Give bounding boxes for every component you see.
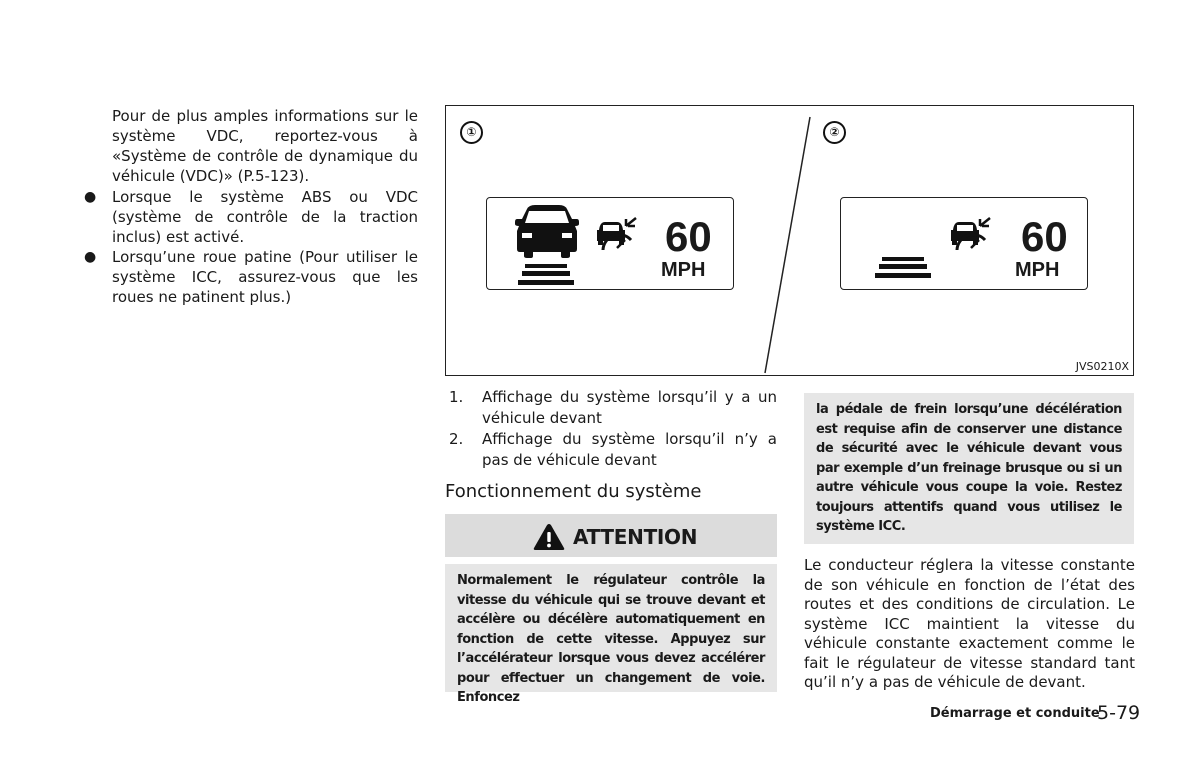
display-panel-vehicle-ahead xyxy=(486,197,734,290)
figure-code: JVS0210X xyxy=(1075,360,1129,373)
bullet-text: Lorsqu’une roue patine (Pour utiliser le système ICC, assurez-vous que les roues ne patinent plus.) xyxy=(112,248,418,306)
caption-number: 1. xyxy=(449,388,464,406)
display-panel-no-vehicle xyxy=(840,197,1088,290)
caption-text: Affichage du système lorsqu’il n’y a pas de véhicule devant xyxy=(482,430,777,469)
intro-paragraph: Pour de plus amples informations sur le système VDC, reportez-vous à «Système de contrôle de dynamique du véhicule (VDC)» (P.5-123). xyxy=(112,107,418,185)
speed-unit: MPH xyxy=(661,259,706,281)
bullet-icon: ● xyxy=(84,249,97,265)
figure-label-2: ② xyxy=(823,121,846,144)
speed-unit: MPH xyxy=(1015,259,1060,281)
caption-text: Affichage du système lorsqu’il y a un véhicule devant xyxy=(482,388,777,427)
bullet-text: Lorsque le système ABS ou VDC (système de contrôle de la traction inclus) est activé. xyxy=(112,188,418,246)
set-speed-value: 60 xyxy=(1021,213,1068,260)
caption-number: 2. xyxy=(449,430,464,448)
page-number: 5-79 xyxy=(1097,702,1141,724)
icc-display-figure xyxy=(445,105,1134,376)
distance-bars-icon xyxy=(872,256,934,286)
warning-title: ATTENTION xyxy=(573,525,698,549)
body-paragraph: Le conducteur réglera la vitesse constante de son véhicule en fonction de l’état des routes et des conditions de circulation. Le système ICC maintient la vitesse du véhicule constante exactement comme le fait le régulateur de vitesse standard tant qu’il n’y a pas de véhicule de devant. xyxy=(804,556,1135,691)
warning-header xyxy=(445,514,777,557)
bullet-icon: ● xyxy=(84,189,97,205)
section-title: Fonctionnement du système xyxy=(445,481,702,502)
icc-indicator-icon xyxy=(595,216,639,258)
icc-indicator-icon xyxy=(949,216,993,258)
vehicle-ahead-icon xyxy=(515,205,581,287)
set-speed-value: 60 xyxy=(665,213,712,260)
warning-text-part-1: Normalement le régulateur contrôle la vitesse du véhicule qui se trouve devant et accélère ou décélère automatiquement en fonction de cette vitesse. Appuyez sur l’accélérateur lorsque vous devez accélérer pour effectuer un changement de voie. Enfoncez xyxy=(445,564,777,692)
warning-triangle-icon xyxy=(533,523,565,551)
figure-label-1: ① xyxy=(460,121,483,144)
warning-text-part-2: la pédale de frein lorsqu’une décélération est requise afin de conserver une distance de sécurité avec le véhicule devant vous par exemple d’un freinage brusque ou si un autre véhicule vous coupe la voie. Restez toujours attentifs quand vous utilisez le système ICC. xyxy=(804,393,1134,544)
footer-section-title: Démarrage et conduite xyxy=(930,706,1100,721)
